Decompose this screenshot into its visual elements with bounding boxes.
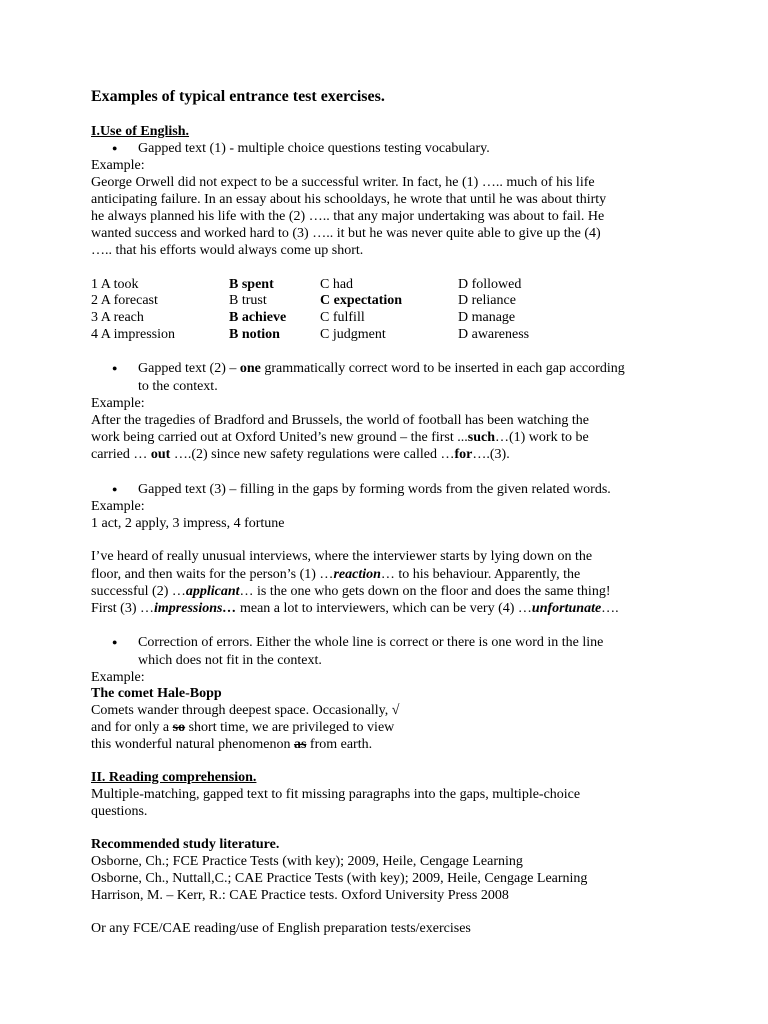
answer-word: unfortunate [531, 601, 602, 616]
literature-item: Osborne, Ch.; FCE Practice Tests (with key); 2009, Heile, Cengage Learning [91, 854, 523, 869]
mc-option-b: B spent [229, 277, 274, 292]
passage3-line [91, 583, 610, 600]
mc-option-b: B achieve [229, 310, 287, 325]
comet-line: Comets wander through deepest space. Occasionally, √ [91, 703, 400, 718]
passage2-line [91, 429, 589, 446]
passage3-line [91, 600, 619, 617]
struck-word: so [172, 720, 186, 735]
passage1-line: wanted success and worked hard to (3) ….. it but he was never quite able to give up the (4) [91, 226, 601, 241]
passage3-line [91, 566, 580, 583]
text-run: Gapped text (2) – [138, 361, 240, 376]
passage1-line: anticipating failure. In an essay about his schooldays, he wrote that until he was about thirty [91, 192, 607, 207]
mc-option-d: D followed [458, 277, 522, 292]
mc-option-a: 3 A reach [91, 310, 144, 325]
passage2-line [91, 446, 510, 463]
text-run: …. [601, 601, 619, 616]
literature-item: Osborne, Ch., Nuttall,C.; CAE Practice Tests (with key); 2009, Heile, Cengage Learning [91, 871, 588, 886]
comet-line [91, 736, 372, 753]
text-run: ….(3). [472, 447, 510, 462]
passage1-line: ….. that his efforts would always come up short. [91, 243, 364, 258]
literature-item: Harrison, M. – Kerr, R.: CAE Practice tests. Oxford University Press 2008 [91, 888, 509, 903]
bullet-correction-of-errors: Correction of errors. Either the whole line is correct or there is one word in the line [138, 635, 604, 650]
passage3-line: I’ve heard of really unusual interviews, where the interviewer starts by lying down on the [91, 549, 593, 564]
closing-note: Or any FCE/CAE reading/use of English preparation tests/exercises [91, 921, 471, 936]
bullet-gapped-text-1: Gapped text (1) - multiple choice questions testing vocabulary. [138, 141, 490, 156]
example-label: Example: [91, 396, 145, 411]
text-run: from earth. [306, 737, 373, 752]
passage1-line: he always planned his life with the (2) ….. that any major undertaking was about to fail. He [91, 209, 605, 224]
text-run: … to his behaviour. Apparently, the [380, 567, 581, 582]
bullet-gapped-text-2-cont: to the context. [138, 379, 218, 394]
text-run: … is the one who gets down on the floor and does the same thing! [239, 584, 611, 599]
mc-option-d: D manage [458, 310, 516, 325]
mc-option-a: 4 A impression [91, 327, 176, 342]
text-run: and for only a [91, 720, 173, 735]
struck-word: as [293, 737, 307, 752]
passage2-line: After the tragedies of Bradford and Brussels, the world of football has been watching the [91, 413, 590, 428]
reading-comprehension-text: Multiple-matching, gapped text to fit missing paragraphs into the gaps, multiple-choice [91, 787, 581, 802]
section-heading-use-of-english: I.Use of English. [91, 124, 190, 139]
answer-word: such [467, 430, 495, 445]
text-run: First (3) … [91, 601, 154, 616]
bullet-correction-of-errors-cont: which does not fit in the context. [138, 653, 322, 668]
mc-option-a: 1 A took [91, 277, 139, 292]
mc-option-c: C fulfill [320, 310, 365, 325]
comet-title: The comet Hale-Bopp [91, 686, 222, 701]
mc-option-d: D reliance [458, 293, 516, 308]
literature-heading: Recommended study literature. [91, 837, 280, 852]
answer-word: for [454, 447, 473, 462]
answer-word: impressions… [154, 601, 237, 616]
mc-option-a: 2 A forecast [91, 293, 158, 308]
words-given: 1 act, 2 apply, 3 impress, 4 fortune [91, 516, 285, 531]
text-run: short time, we are privileged to view [185, 720, 395, 735]
text-run: successful (2) … [91, 584, 186, 599]
bullet-gapped-text-3: Gapped text (3) – filling in the gaps by forming words from the given related words. [138, 482, 611, 497]
mc-option-c: C expectation [320, 293, 403, 308]
bullet-icon: ● [112, 484, 118, 494]
reading-comprehension-text: questions. [91, 804, 148, 819]
section-heading-reading-comprehension: II. Reading comprehension. [91, 770, 257, 785]
text-run: work being carried out at Oxford United’s new ground – the first ... [91, 430, 468, 445]
text-run: carried … [91, 447, 151, 462]
example-label: Example: [91, 670, 145, 685]
bullet-icon: ● [112, 637, 118, 647]
passage1-line: George Orwell did not expect to be a successful writer. In fact, he (1) ….. much of his life [91, 175, 595, 190]
text-run: …(1) work to be [494, 430, 589, 445]
mc-option-c: C had [320, 277, 354, 292]
text-run: ….(2) since new safety regulations were called … [170, 447, 455, 462]
mc-option-c: C judgment [320, 327, 386, 342]
answer-word: applicant [185, 584, 240, 599]
bullet-icon: ● [112, 143, 118, 153]
text-run: floor, and then waits for the person’s (1) … [91, 567, 334, 582]
answer-word: reaction [333, 567, 381, 582]
text-run: this wonderful natural phenomenon [91, 737, 294, 752]
example-label: Example: [91, 158, 145, 173]
text-run: mean a lot to interviewers, which can be very (4) … [236, 601, 532, 616]
mc-option-d: D awareness [458, 327, 530, 342]
answer-word: out [150, 447, 171, 462]
emphasis-word: one [239, 361, 261, 376]
mc-option-b: B notion [229, 327, 280, 342]
mc-option-b: B trust [229, 293, 267, 308]
text-run: grammatically correct word to be inserted in each gap according [260, 361, 625, 376]
example-label: Example: [91, 499, 145, 514]
bullet-icon: ● [112, 363, 118, 373]
comet-line [91, 719, 394, 736]
page-title: Examples of typical entrance test exercises. [91, 88, 385, 105]
bullet-gapped-text-2 [138, 360, 625, 377]
